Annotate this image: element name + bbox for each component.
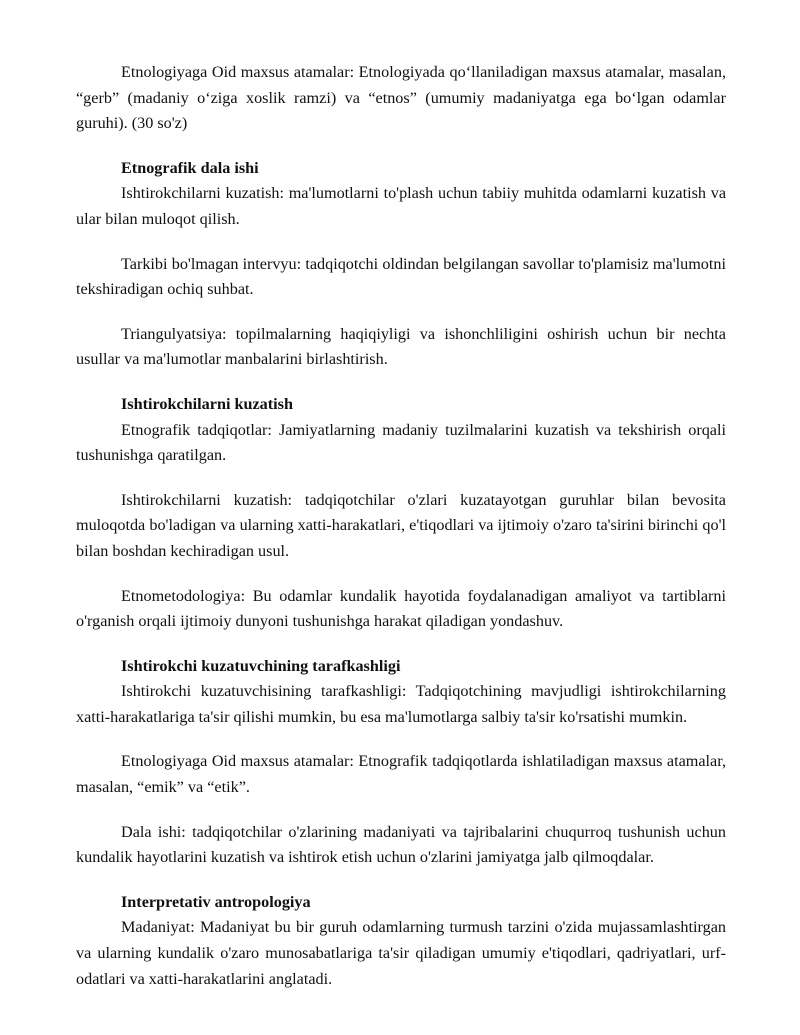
section-paragraph: Ishtirokchilarni kuzatish: ma'lumotlarni to'plash uchun tabiiy muhitda odamlarni kuzatish va ular bilan muloqot qilish. [76,184,726,228]
document-page [76,60,726,1011]
section-heading: Ishtirokchi kuzatuvchining tarafkashligi [121,656,401,675]
section-paragraph: Etnometodologiya: Bu odamlar kundalik hayotida foydalanadigan amaliyot va tartiblarni o'rganish orqali ijtimoiy dunyoni tushunishga harakat qiladigan yondashuv. [76,586,726,631]
section-paragraph: Madaniyat: Madaniyat bu bir guruh odamlarning turmush tarzini o'zida mujassamlashtirgan va ularning kundalik o'zaro munosabatlariga ta'sir qiladigan umumiy e'tiqodlari, qadriyatlari, urf-odatlari va xatti-harakatlarini anglatadi. [76,918,726,988]
intro-paragraph: Etnologiyaga Oid maxsus atamalar: Etnologiyada qo‘llaniladigan maxsus atamalar, masalan, “gerb” (madaniy o‘ziga xoslik ramzi) va “etnos” (umumiy madaniyatga ega bo‘lgan odamlar guruhi). (30 so'z) [76,63,726,133]
section-heading: Etnografik dala ishi [121,158,259,177]
section-ishtirokchilarni-kuzatish [76,392,726,635]
section-etnografik-dala-ishi [76,156,726,373]
section-paragraph: Ishtirokchi kuzatuvchisining tarafkashligi: Tadqiqotchining mavjudligi ishtirokchilarning xatti-harakatlariga ta'sir qilishi mumkin, bu esa ma'lumotlarga salbiy ta'sir ko'rsatishi mumkin. [76,682,726,726]
section-interpretativ-antropologiya [76,890,726,992]
section-heading: Interpretativ antropologiya [121,892,311,911]
section-paragraph: Tarkibi bo'lmagan intervyu: tadqiqotchi oldindan belgilangan savollar to'plamisiz ma'lumotni tekshiradigan ochiq suhbat. [76,254,726,299]
section-paragraph: Triangulyatsiya: topilmalarning haqiqiyligi va ishonchliligini oshirish uchun bir nechta usullar va ma'lumotlar manbalarini birlashtirish. [76,324,726,369]
section-paragraph: Etnologiyaga Oid maxsus atamalar: Etnografik tadqiqotlarda ishlatiladigan maxsus atamalar, masalan, “emik” va “etik”. [76,752,726,797]
section-paragraph: Etnografik tadqiqotlar: Jamiyatlarning madaniy tuzilmalarini kuzatish va tekshirish orqali tushunishga qaratilgan. [76,420,726,465]
section-heading: Ishtirokchilarni kuzatish [121,394,293,413]
section-paragraph: Dala ishi: tadqiqotchilar o'zlarining madaniyati va tajribalarini chuqurroq tushunish uchun kundalik hayotlarini kuzatish va ishtirok etish uchun o'zlarini jamiyatga jalb qilmoqdalar. [76,822,726,867]
section-paragraph: Ishtirokchilarni kuzatish: tadqiqotchilar o'zlari kuzatayotgan guruhlar bilan bevosita muloqotda bo'ladigan va ularning xatti-harakatlari, e'tiqodlari va ijtimoiy o'zaro ta'sirini birinchi qo'l bilan boshdan kechiradigan usul. [76,490,726,560]
section-ishtirokchi-kuzatuvchining-tarafkashligi [76,654,726,871]
